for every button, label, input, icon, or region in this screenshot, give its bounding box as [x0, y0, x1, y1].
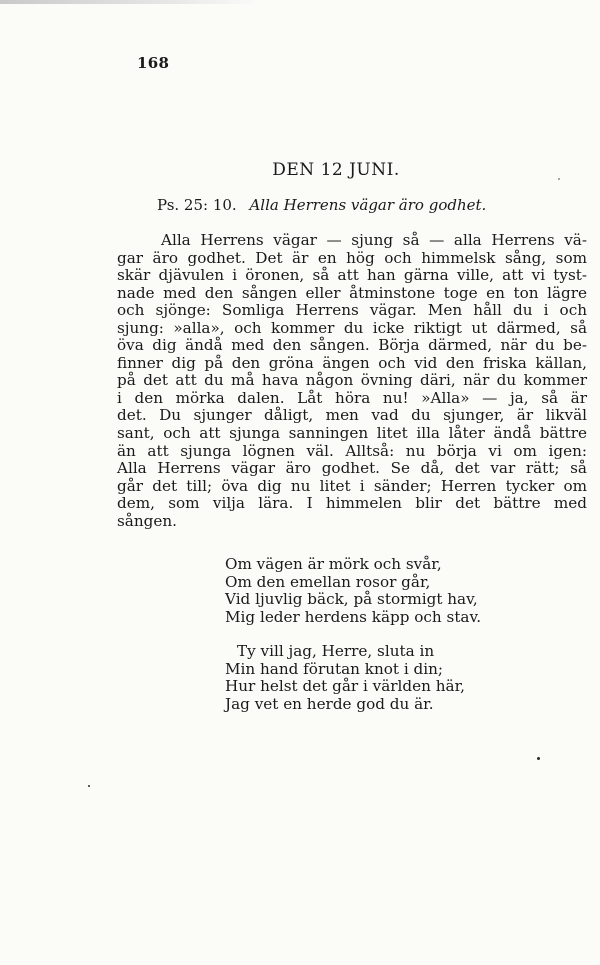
verse-line: Min hand förutan knot i din; — [225, 659, 443, 678]
date-heading: DEN 12 JUNI. — [272, 160, 400, 180]
verse-line: Ty vill jag, Herre, sluta in — [237, 642, 435, 660]
devotional-paragraph — [117, 232, 587, 530]
paragraph-line: i den mörka dalen. Låt höra nu! »Alla» — ja, så är — [117, 388, 587, 407]
page-number: 168 — [137, 54, 170, 72]
paragraph-line: skär djävulen i öronen, så att han gärna ville, att vi tyst- — [117, 266, 587, 285]
paragraph-line: går det till; öva dig nu litet i sänder; Herren tycker om — [117, 476, 587, 495]
verse-line: Jag vet en herde god du är. — [225, 694, 434, 713]
verse-line: Om den emellan rosor går, — [225, 572, 431, 591]
paragraph-line: sången. — [117, 511, 177, 530]
paragraph-line: nade med den sången eller åtminstone toge en ton lägre — [117, 283, 587, 302]
verse-line: Mig leder herdens käpp och stav. — [225, 607, 482, 626]
paragraph-line: det. Du sjunger dåligt, men vad du sjunger, är likväl — [117, 406, 587, 425]
paragraph-line: sant, och att sjunga sanningen litet illa låter ändå bättre — [117, 424, 587, 443]
scripture-line — [157, 196, 486, 214]
paragraph-line: Alla Herrens vägar — sjung så — alla Herrens vä- — [161, 231, 587, 249]
paragraph-line: dem, som vilja lära. I himmelen blir det bättre med — [117, 494, 587, 513]
verse-line: Hur helst det går i världen här, — [225, 677, 465, 696]
ink-speck — [558, 178, 560, 180]
ink-speck — [88, 785, 90, 787]
scripture-quote: Alla Herrens vägar äro godhet. — [249, 196, 487, 214]
verse-stanza — [225, 556, 481, 626]
verse-line: Om vägen är mörk och svår, — [225, 555, 442, 573]
paragraph-line: Alla Herrens vägar äro godhet. Se då, det var rätt; så — [117, 459, 587, 478]
paragraph-line: gar äro godhet. Det är en hög och himmelsk sång, som — [117, 248, 587, 267]
verse-line: Vid ljuvlig bäck, på stormigt hav, — [225, 590, 478, 609]
paragraph-line: sjung: »alla», och kommer du icke riktigt ut därmed, så — [117, 318, 587, 337]
paragraph-line: än att sjunga lögnen väl. Alltså: nu börja vi om igen: — [117, 441, 587, 460]
ink-speck — [537, 757, 540, 760]
paragraph-line: öva dig ändå med den sången. Börja därmed, när du be- — [117, 336, 587, 355]
paragraph-line: och sjönge: Somliga Herrens vägar. Men håll du i och — [117, 301, 587, 320]
scripture-reference: Ps. 25: 10. — [157, 196, 237, 214]
verse-stanza — [225, 643, 465, 713]
paragraph-line: på det att du må hava någon övning däri, när du kommer — [117, 371, 587, 390]
scan-edge-artifact — [0, 0, 260, 4]
paragraph-line: finner dig på den gröna ängen och vid den friska källan, — [117, 353, 587, 372]
